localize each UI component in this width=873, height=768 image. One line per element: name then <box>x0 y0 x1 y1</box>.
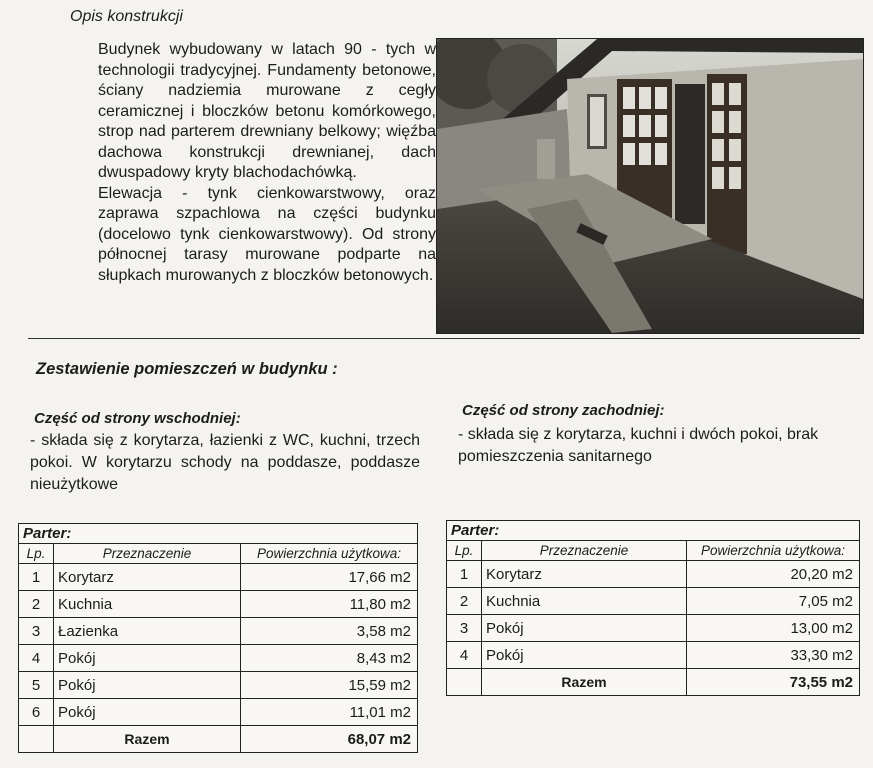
header-lp: Lp. <box>19 544 54 564</box>
row-room-name: Kuchnia <box>482 588 687 615</box>
row-lp: 1 <box>447 561 482 588</box>
row-room-name: Pokój <box>54 699 241 726</box>
total-empty-cell <box>19 726 54 753</box>
row-area: 11,80 m2 <box>241 591 418 618</box>
west-part-title: Część od strony zachodniej: <box>462 402 665 419</box>
header-lp: Lp. <box>447 541 482 561</box>
row-room-name: Pokój <box>54 672 241 699</box>
table-caption: Parter: <box>447 521 860 541</box>
row-lp: 4 <box>447 642 482 669</box>
table-caption: Parter: <box>19 524 418 544</box>
row-room-name: Pokój <box>482 615 687 642</box>
row-area: 13,00 m2 <box>687 615 860 642</box>
table-caption-row <box>447 521 860 541</box>
row-lp: 2 <box>447 588 482 615</box>
row-area: 20,20 m2 <box>687 561 860 588</box>
row-room-name: Pokój <box>482 642 687 669</box>
row-lp: 3 <box>19 618 54 645</box>
row-area: 11,01 m2 <box>241 699 418 726</box>
east-rooms-table <box>18 523 418 753</box>
description-paragraph: Elewacja - tynk cienkowarstwowy, oraz zaprawa szpachlowa na części budynku (docelowo tynk cienkowarstwowy). Od strony północnej tarasy murowane podparte na słupkach murowanych z bloczków betonowych. <box>98 184 436 284</box>
table-total-row <box>19 726 418 753</box>
row-lp: 6 <box>19 699 54 726</box>
row-room-name: Korytarz <box>54 564 241 591</box>
table-row <box>19 645 418 672</box>
row-room-name: Pokój <box>54 645 241 672</box>
row-lp: 2 <box>19 591 54 618</box>
row-lp: 4 <box>19 645 54 672</box>
table-header-row <box>19 544 418 564</box>
row-area: 7,05 m2 <box>687 588 860 615</box>
total-empty-cell <box>447 669 482 696</box>
table-caption-row <box>19 524 418 544</box>
table-row <box>19 699 418 726</box>
header-area: Powierzchnia użytkowa: <box>241 544 418 564</box>
table-row <box>447 642 860 669</box>
table-row <box>19 618 418 645</box>
row-lp: 3 <box>447 615 482 642</box>
east-part-title: Część od strony wschodniej: <box>34 410 241 427</box>
west-part-description: - składa się z korytarza, kuchni i dwóch pokoi, brak pomieszczenia sanitarnego <box>458 426 819 465</box>
row-area: 33,30 m2 <box>687 642 860 669</box>
row-lp: 1 <box>19 564 54 591</box>
total-label: Razem <box>482 669 687 696</box>
construction-description <box>98 40 436 286</box>
row-room-name: Korytarz <box>482 561 687 588</box>
total-value: 73,55 m2 <box>687 669 860 696</box>
total-value: 68,07 m2 <box>241 726 418 753</box>
row-area: 3,58 m2 <box>241 618 418 645</box>
building-photo <box>436 38 864 334</box>
construction-heading: Opis konstrukcji <box>70 8 183 25</box>
row-area: 15,59 m2 <box>241 672 418 699</box>
table-row <box>19 591 418 618</box>
header-purpose: Przeznaczenie <box>54 544 241 564</box>
table-row <box>447 615 860 642</box>
row-area: 8,43 m2 <box>241 645 418 672</box>
header-area: Powierzchnia użytkowa: <box>687 541 860 561</box>
header-purpose: Przeznaczenie <box>482 541 687 561</box>
row-room-name: Kuchnia <box>54 591 241 618</box>
row-lp: 5 <box>19 672 54 699</box>
table-header-row <box>447 541 860 561</box>
table-row <box>447 588 860 615</box>
table-row <box>447 561 860 588</box>
total-label: Razem <box>54 726 241 753</box>
table-row <box>19 672 418 699</box>
table-total-row <box>447 669 860 696</box>
table-row <box>19 564 418 591</box>
rooms-heading: Zestawienie pomieszczeń w budynku : <box>36 360 338 378</box>
section-divider <box>28 338 860 339</box>
row-area: 17,66 m2 <box>241 564 418 591</box>
west-rooms-table <box>446 520 860 696</box>
description-paragraph: Budynek wybudowany w latach 90 - tych w technologii tradycyjnej. Fundamenty betonowe, ściany nadziemia murowane z cegły ceramicznej i bloczków betonu komórkowego, strop nad parterem drewniany belkowy; więźba dachowa konstrukcji drewnianej, dach dwuspadowy kryty blachodachówką. <box>98 41 436 181</box>
east-part-description: - składa się z korytarza, łazienki z WC, kuchni, trzech pokoi. W korytarzu schody na poddasze, poddasze nieużytkowe <box>30 432 420 493</box>
row-room-name: Łazienka <box>54 618 241 645</box>
